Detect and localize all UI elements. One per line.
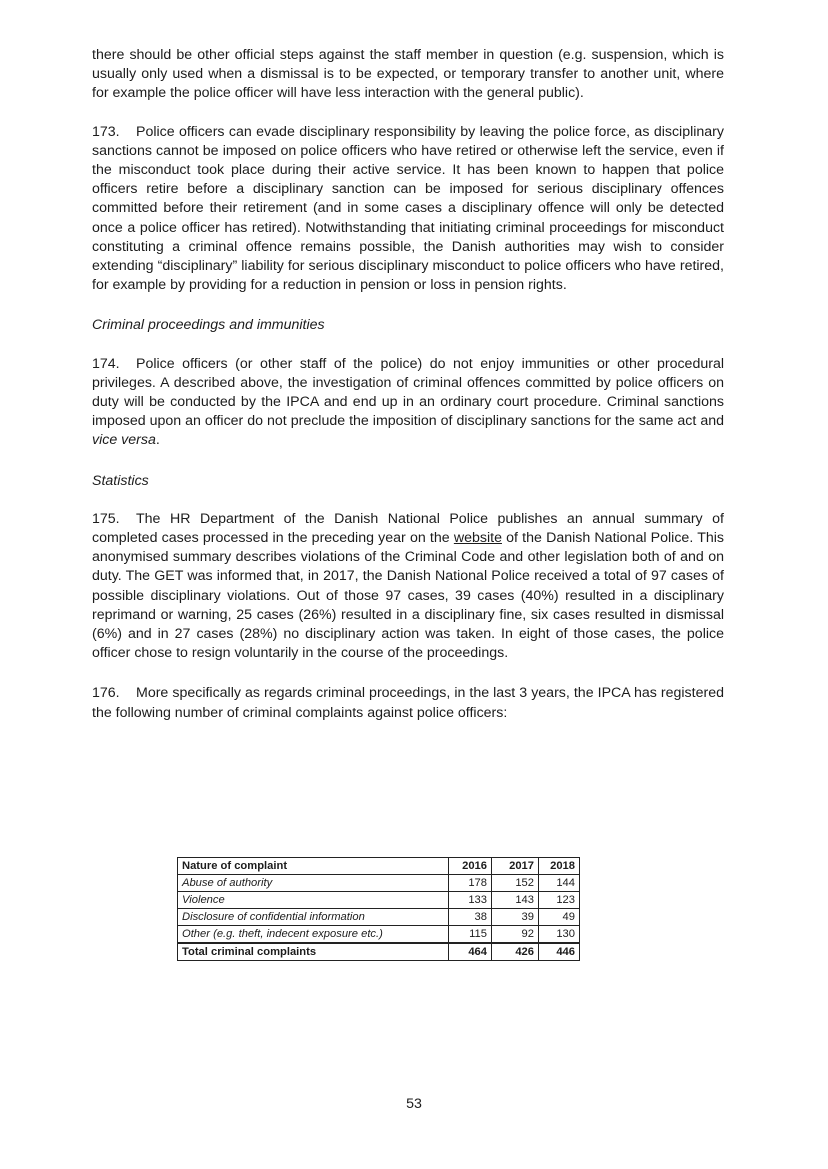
cell-2017: 152 (492, 875, 539, 892)
cell-2017: 39 (492, 909, 539, 926)
total-2016: 464 (449, 943, 492, 961)
header-year-2017: 2017 (492, 858, 539, 875)
total-2017: 426 (492, 943, 539, 961)
row-label: Abuse of authority (178, 875, 449, 892)
row-label: Violence (178, 892, 449, 909)
paragraph-number: 175. (92, 510, 120, 527)
paragraph-text: The HR Department of the Danish National Police publishes an annual summary of completed cases processed in the preceding year on the (92, 510, 724, 547)
cell-2016: 115 (449, 926, 492, 944)
section-heading-criminal-proceedings: Criminal proceedings and immunities (92, 317, 325, 334)
header-year-2018: 2018 (539, 858, 580, 875)
paragraph-continuation: there should be other official steps against the staff member in question (e.g. suspension, which is usually only used when a dismissal is to be expected, or temporary transfer to another unit, where for example the police officer will have less interaction with the general public). (92, 47, 724, 102)
total-2018: 446 (539, 943, 580, 961)
criminal-complaints-table (177, 857, 580, 961)
paragraph-number: 174. (92, 355, 120, 372)
paragraph-text: More specifically as regards criminal proceedings, in the last 3 years, the IPCA has registered the following number of criminal complaints against police officers: (92, 685, 724, 721)
paragraph-text: Police officers can evade disciplinary responsibility by leaving the police force, as disciplinary sanctions cannot be imposed on police officers who have retired or otherwise left the service, even if the misconduct took place during their active service. It has been known to happen that police officers retire before a disciplinary sanction can be imposed for serious disciplinary offences committed before their retirement (and in some cases a disciplinary offence will only be detected once a police officer has retired). Notwithstanding that initiating criminal proceedings for misconduct constituting a criminal offence remains possible, the Danish authorities may wish to consider extending “disciplinary” liability for serious disciplinary misconduct to police officers who have retired, for example by providing for a reduction in pension or loss in pension rights. (92, 123, 724, 294)
paragraph-174 (92, 355, 724, 451)
cell-2018: 49 (539, 909, 580, 926)
table-row (178, 909, 580, 926)
paragraph-176 (92, 684, 724, 722)
website-link[interactable]: website (453, 530, 502, 547)
header-year-2016: 2016 (449, 858, 492, 875)
paragraph-text: Police officers (or other staff of the police) do not enjoy immunities or other procedural privileges. A described above, the investigation of criminal offences committed by police officers on duty will be conducted by the IPCA and end up in an ordinary court procedure. Criminal sanctions imposed upon an officer do not preclude the imposition of disciplinary sanctions for the same act and (92, 355, 724, 430)
cell-2018: 123 (539, 892, 580, 909)
cell-2018: 144 (539, 875, 580, 892)
section-heading-statistics: Statistics (92, 472, 149, 489)
cell-2016: 133 (449, 892, 492, 909)
table-row (178, 892, 580, 909)
paragraph-173 (92, 123, 724, 296)
cell-2018: 130 (539, 926, 580, 944)
complaints-table-wrapper (177, 857, 580, 961)
cell-2017: 92 (492, 926, 539, 944)
document-body (92, 46, 724, 744)
total-label: Total criminal complaints (178, 943, 449, 961)
table-total-row (178, 943, 580, 961)
paragraph-text-italic: vice versa (92, 432, 156, 449)
row-label: Disclosure of confidential information (178, 909, 449, 926)
paragraph-number: 173. (92, 123, 120, 140)
cell-2016: 178 (449, 875, 492, 892)
cell-2016: 38 (449, 909, 492, 926)
page-number: 53 (406, 1096, 422, 1112)
table-header-row (178, 858, 580, 875)
table-row (178, 926, 580, 944)
table-row (178, 875, 580, 892)
paragraph-text-end: . (155, 432, 160, 449)
paragraph-175 (92, 510, 724, 664)
paragraph-number: 176. (92, 685, 120, 702)
cell-2017: 143 (492, 892, 539, 909)
paragraph-text-continued: of the Danish National Police. This anonymised summary describes violations of the Criminal Code and other legislation both of and on duty. The GET was informed that, in 2017, the Danish National Police received a total of 97 cases of possible disciplinary violations. Out of those 97 cases, 39 cases (40%) resulted in a disciplinary reprimand or warning, 25 cases (26%) resulted in a disciplinary fine, six cases resulted in dismissal (6%) and in 27 cases (28%) no disciplinary action was taken. In eight of those cases, the police officer chose to resign voluntarily in the course of the proceedings. (92, 530, 724, 662)
header-nature-of-complaint: Nature of complaint (178, 858, 449, 875)
row-label: Other (e.g. theft, indecent exposure etc.) (178, 926, 449, 944)
